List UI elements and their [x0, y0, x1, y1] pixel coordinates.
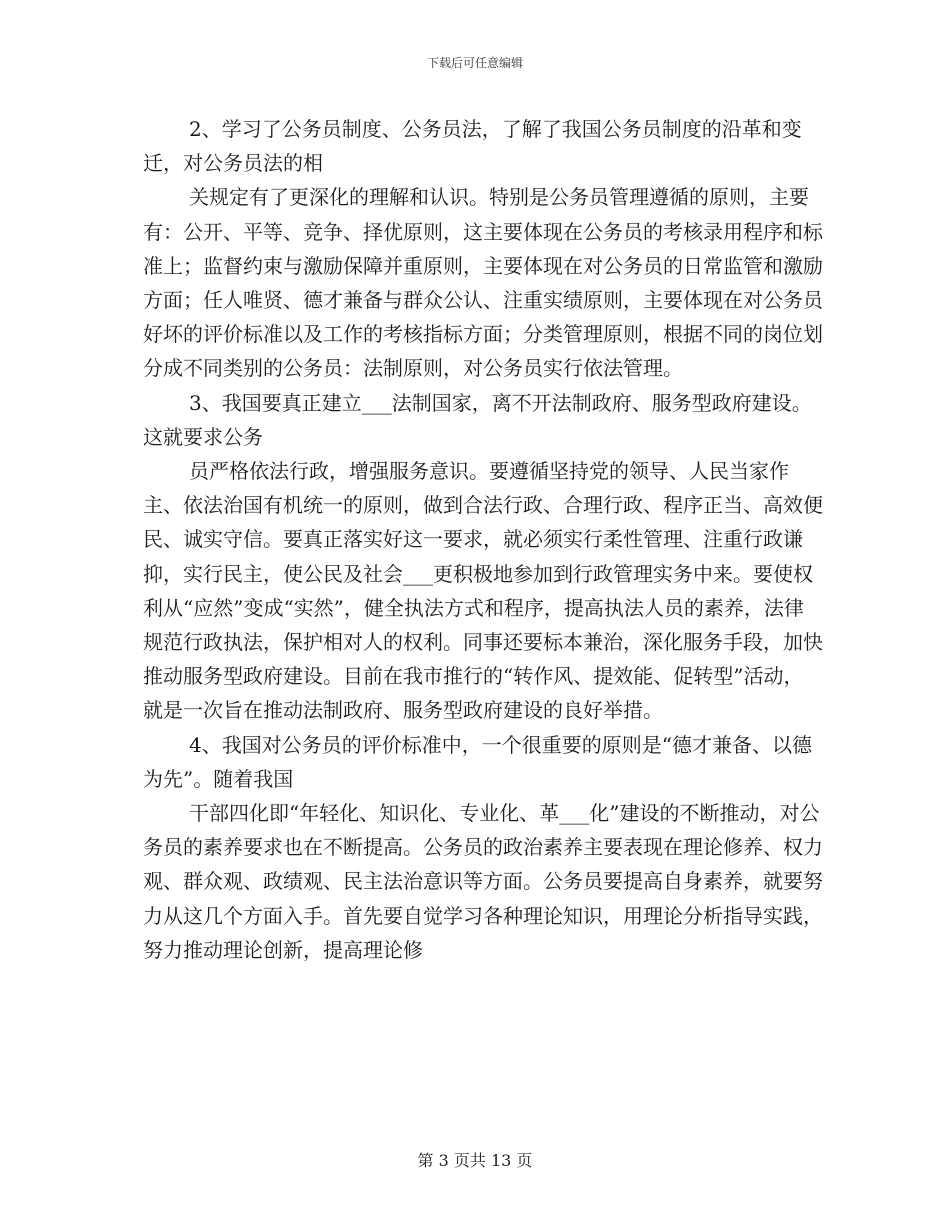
paragraph-4-body: 干部四化即“年轻化、知识化、专业化、革___化”建设的不断推动，对公务员的素养要求也在不断提高。公务员的政治素养主要表现在理论修养、权力观、群众观、政绩观、民主法治意识等方面。公务员要提高自身素养，就要努力从这几个方面入手。首先要自觉学习各种理论知识，用理论分析指导实践，努力推动理论创新，提高理论修	[143, 801, 823, 962]
paragraph-3-body: 员严格依法行政，增强服务意识。要遵循坚持党的领导、人民当家作主、依法治国有机统一的原则，做到合法行政、合理行政、程序正当、高效便民、诚实守信。要真正落实好这一要求，就必须实行柔性管理、注重行政谦抑，实行民主，使公民及社会___更积极地参加到行政管理实务中来。要使权利从“应然”变成“实然”，健全执法方式和程序，提高执法人员的素养，法律规范行政执法，保护相对人的权利。同事还要标本兼治，深化服务手段，加快推动服务型政府建设。目前在我市推行的“转作风、提效能、促转型”活动，就是一次旨在推动法制政府、服务型政府建设的良好举措。	[143, 459, 823, 723]
page-header: 下载后可任意编辑	[426, 56, 523, 70]
paragraph-3-intro: 3、我国要真正建立___法制国家，离不开法制政府、服务型政府建设。这就要求公务	[143, 390, 812, 449]
document-body	[143, 112, 823, 967]
paragraph-2-body: 关规定有了更深化的理解和认识。特别是公务员管理遵循的原则，主要有：公开、平等、竞争、择优原则，这主要体现在公务员的考核录用程序和标准上；监督约束与激励保障并重原则，主要体现在对公务员的日常监管和激励方面；任人唯贤、德才兼备与群众公认、注重实绩原则，主要体现在对公务员好坏的评价标准以及工作的考核指标方面；分类管理原则，根据不同的岗位划分成不同类别的公务员：法制原则，对公务员实行依法管理。	[143, 185, 823, 381]
paragraph-4-intro: 4、我国对公务员的评价标准中，一个很重要的原则是“德才兼备、以德为先”。随着我国	[143, 732, 812, 791]
page-number: 第 3 页共 13 页	[417, 1151, 533, 1170]
paragraph-2-intro: 2、学习了公务员制度、公务员法，了解了我国公务员制度的沿革和变迁，对公务员法的相	[143, 117, 802, 176]
